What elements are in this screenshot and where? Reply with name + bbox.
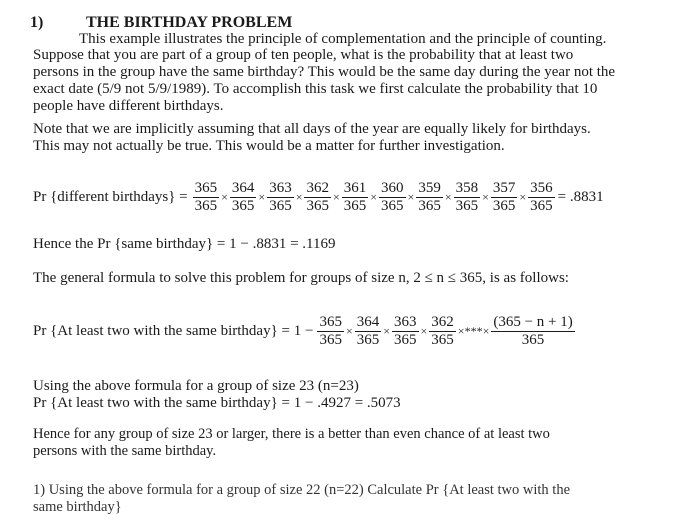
intro-line-7: This may not actually be true. This would be a matter for further investigation. bbox=[33, 138, 505, 154]
intro-line-5: people have different birthdays. bbox=[33, 98, 224, 114]
eq1-denominator: 365 bbox=[455, 198, 479, 214]
eq1-denominator: 365 bbox=[492, 198, 516, 214]
intro-line-3: persons in the group have the same birthday? This would be the same day during the year not the bbox=[33, 64, 616, 80]
eq2-numerator: 364 bbox=[356, 314, 380, 330]
eq1-denominator: 365 bbox=[343, 198, 367, 214]
question-line-2: same birthday} bbox=[33, 499, 122, 515]
intro-line-1: This example illustrates the principle of complementation and the principle of counting. bbox=[79, 31, 607, 47]
eq2-lhs: Pr {At least two with the same birthday} = 1 − bbox=[33, 323, 314, 339]
eq2-denominator: 365 bbox=[319, 332, 342, 348]
eq2-last-fraction bbox=[491, 314, 574, 349]
eq1-numerator: 357 bbox=[492, 180, 516, 196]
eq1-numerator: 356 bbox=[530, 180, 553, 196]
eq2-numerator: 365 bbox=[319, 314, 342, 330]
eq1-numerator: 360 bbox=[381, 180, 404, 196]
eq2-denominator: 365 bbox=[356, 332, 380, 348]
eq1-times-sign: × bbox=[295, 190, 303, 204]
eq1-numerator: 358 bbox=[455, 180, 479, 196]
eq1-times-sign: × bbox=[221, 190, 228, 204]
eq2-numerator: 363 bbox=[394, 314, 417, 330]
eq1-denominator: 365 bbox=[530, 198, 553, 214]
eq1-times-sign: × bbox=[332, 190, 340, 204]
eq1-denominator: 365 bbox=[381, 198, 404, 214]
eq2-fraction bbox=[355, 314, 382, 349]
eq1-fraction bbox=[193, 180, 220, 215]
eq2-denominator: 365 bbox=[431, 332, 454, 348]
eq1-times-sign: × bbox=[519, 190, 527, 204]
eq1-numerator: 359 bbox=[418, 180, 441, 196]
eq1-numerator: 362 bbox=[306, 180, 329, 196]
eq2-fraction bbox=[392, 314, 419, 349]
eq1-denominator: 365 bbox=[231, 198, 255, 214]
eq2-times-sign: × bbox=[420, 324, 428, 338]
intro-line-6: Note that we are implicitly assuming that all days of the year are equally likely for birthdays. bbox=[33, 121, 591, 137]
same-birthday-line: Hence the Pr {same birthday} = 1 − .8831 = .1169 bbox=[33, 236, 336, 252]
eq2-ellipsis: ×***× bbox=[457, 324, 490, 338]
eq1-fraction bbox=[342, 180, 369, 215]
general-formula-line: The general formula to solve this problem for groups of size n, 2 ≤ n ≤ 365, is as follows: bbox=[33, 270, 569, 286]
example-line-1: Using the above formula for a group of size 23 (n=23) bbox=[33, 378, 359, 394]
eq2-times-sign: × bbox=[345, 324, 353, 338]
eq1-times-sign: × bbox=[258, 190, 266, 204]
intro-line-2: Suppose that you are part of a group of ten people, what is the probability that at least two bbox=[33, 47, 574, 63]
eq1-numerator: 363 bbox=[269, 180, 292, 196]
general-formula-equation bbox=[33, 314, 576, 349]
eq1-numerator: 364 bbox=[231, 180, 255, 196]
problem-number: 1) bbox=[30, 14, 44, 31]
example-line-2: Pr {At least two with the same birthday} = 1 − .4927 = .5073 bbox=[33, 395, 401, 411]
eq1-numerator: 365 bbox=[194, 180, 218, 196]
eq2-fraction bbox=[429, 314, 456, 349]
eq1-fraction bbox=[416, 180, 443, 215]
eq1-denominator: 365 bbox=[418, 198, 441, 214]
eq2-denominator: 365 bbox=[394, 332, 417, 348]
eq1-fraction bbox=[528, 180, 555, 215]
eq2-fraction bbox=[317, 314, 344, 349]
eq1-numerator: 361 bbox=[343, 180, 367, 196]
eq2-times-sign: × bbox=[383, 324, 391, 338]
eq2-last-denominator: 365 bbox=[521, 332, 545, 348]
eq1-denominator: 365 bbox=[194, 198, 218, 214]
eq1-result: = .8831 bbox=[557, 189, 604, 205]
eq1-fraction bbox=[454, 180, 481, 215]
eq2-numerator: 362 bbox=[431, 314, 454, 330]
conclusion-line-2: persons with the same birthday. bbox=[33, 443, 217, 459]
eq1-times-sign: × bbox=[444, 190, 452, 204]
page-title: THE BIRTHDAY PROBLEM bbox=[86, 14, 293, 31]
intro-line-4: exact date (5/9 not 5/9/1989). To accomplish this task we first calculate the probability that 10 bbox=[33, 81, 598, 97]
conclusion-line-1: Hence for any group of size 23 or larger, there is a better than even chance of at least two bbox=[33, 426, 550, 442]
eq1-fraction bbox=[491, 180, 518, 215]
eq1-fraction bbox=[304, 180, 331, 215]
different-birthdays-equation bbox=[33, 180, 604, 215]
question-line-1: 1) Using the above formula for a group of size 22 (n=22) Calculate Pr {At least two with the bbox=[33, 482, 571, 498]
eq1-lhs: Pr {different birthdays} = bbox=[33, 189, 188, 205]
eq1-times-sign: × bbox=[407, 190, 415, 204]
eq1-denominator: 365 bbox=[306, 198, 329, 214]
eq1-times-sign: × bbox=[370, 190, 378, 204]
eq1-times-sign: × bbox=[482, 190, 489, 204]
eq1-fraction bbox=[267, 180, 294, 215]
eq1-fraction bbox=[379, 180, 406, 215]
eq2-last-numerator: (365 − n + 1) bbox=[493, 314, 573, 330]
eq1-denominator: 365 bbox=[269, 198, 292, 214]
eq1-fraction bbox=[230, 180, 257, 215]
